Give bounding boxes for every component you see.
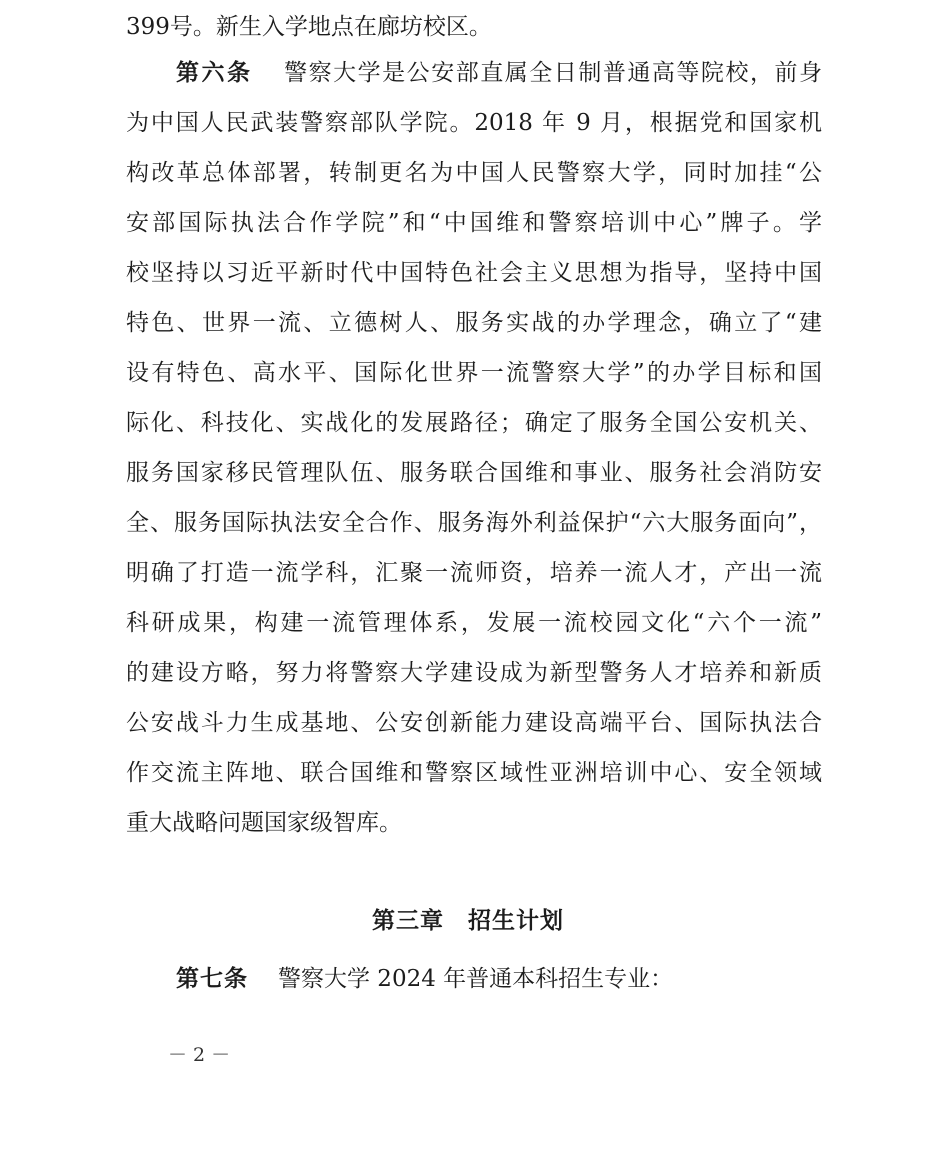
article-6-label: 第六条 — [176, 60, 253, 86]
continuation-line: 399号。新生入学地点在廊坊校区。 — [126, 14, 492, 40]
page-number: － 2 － — [168, 1044, 231, 1066]
article-6-first-line — [176, 48, 822, 98]
chapter-title: 招生计划 — [468, 908, 564, 934]
article-6-text-line: 安部国际执法合作学院”和“中国维和警察培训中心”牌子。学 — [126, 210, 822, 236]
article-7 — [176, 954, 822, 1004]
article-6-text-line: 的建设方略，努力将警察大学建设成为新型警务人才培养和新质 — [126, 660, 822, 686]
article-6-text-line: 警察大学是公安部直属全日制普通高等院校，前身 — [282, 60, 823, 86]
article-6-text-line: 明确了打造一流学科，汇聚一流师资，培养一流人才，产出一流 — [126, 560, 822, 586]
chapter-heading — [0, 896, 936, 946]
article-6-text-line: 公安战斗力生成基地、公安创新能力建设高端平台、国际执法合 — [126, 710, 822, 736]
article-7-text: 警察大学 2024 年普通本科招生专业： — [278, 966, 674, 992]
article-6-text-line: 重大战略问题国家级智库。 — [126, 810, 402, 836]
article-6-text-line: 全、服务国际执法安全合作、服务海外利益保护“六大服务面向”， — [126, 510, 822, 536]
article-6-text-line: 特色、世界一流、立德树人、服务实战的办学理念，确立了“建 — [126, 310, 822, 336]
article-6-text-line: 作交流主阵地、联合国维和警察区域性亚洲培训中心、安全领域 — [126, 760, 822, 786]
article-6-text-line: 际化、科技化、实战化的发展路径；确定了服务全国公安机关、 — [126, 410, 822, 436]
article-6-text-line: 服务国家移民管理队伍、服务联合国维和事业、服务社会消防安 — [126, 460, 822, 486]
article-6-text-line: 校坚持以习近平新时代中国特色社会主义思想为指导，坚持中国 — [126, 260, 822, 286]
article-6-text-line: 为中国人民武装警察部队学院。2018 年 9 月，根据党和国家机 — [126, 110, 822, 136]
article-6-text-line: 科研成果，构建一流管理体系，发展一流校园文化“六个一流” — [126, 610, 822, 636]
article-6-text-line: 构改革总体部署，转制更名为中国人民警察大学，同时加挂“公 — [126, 160, 822, 186]
chapter-number: 第三章 — [372, 908, 444, 934]
article-6-text-line: 设有特色、高水平、国际化世界一流警察大学”的办学目标和国 — [126, 360, 822, 386]
article-7-label: 第七条 — [176, 966, 248, 992]
